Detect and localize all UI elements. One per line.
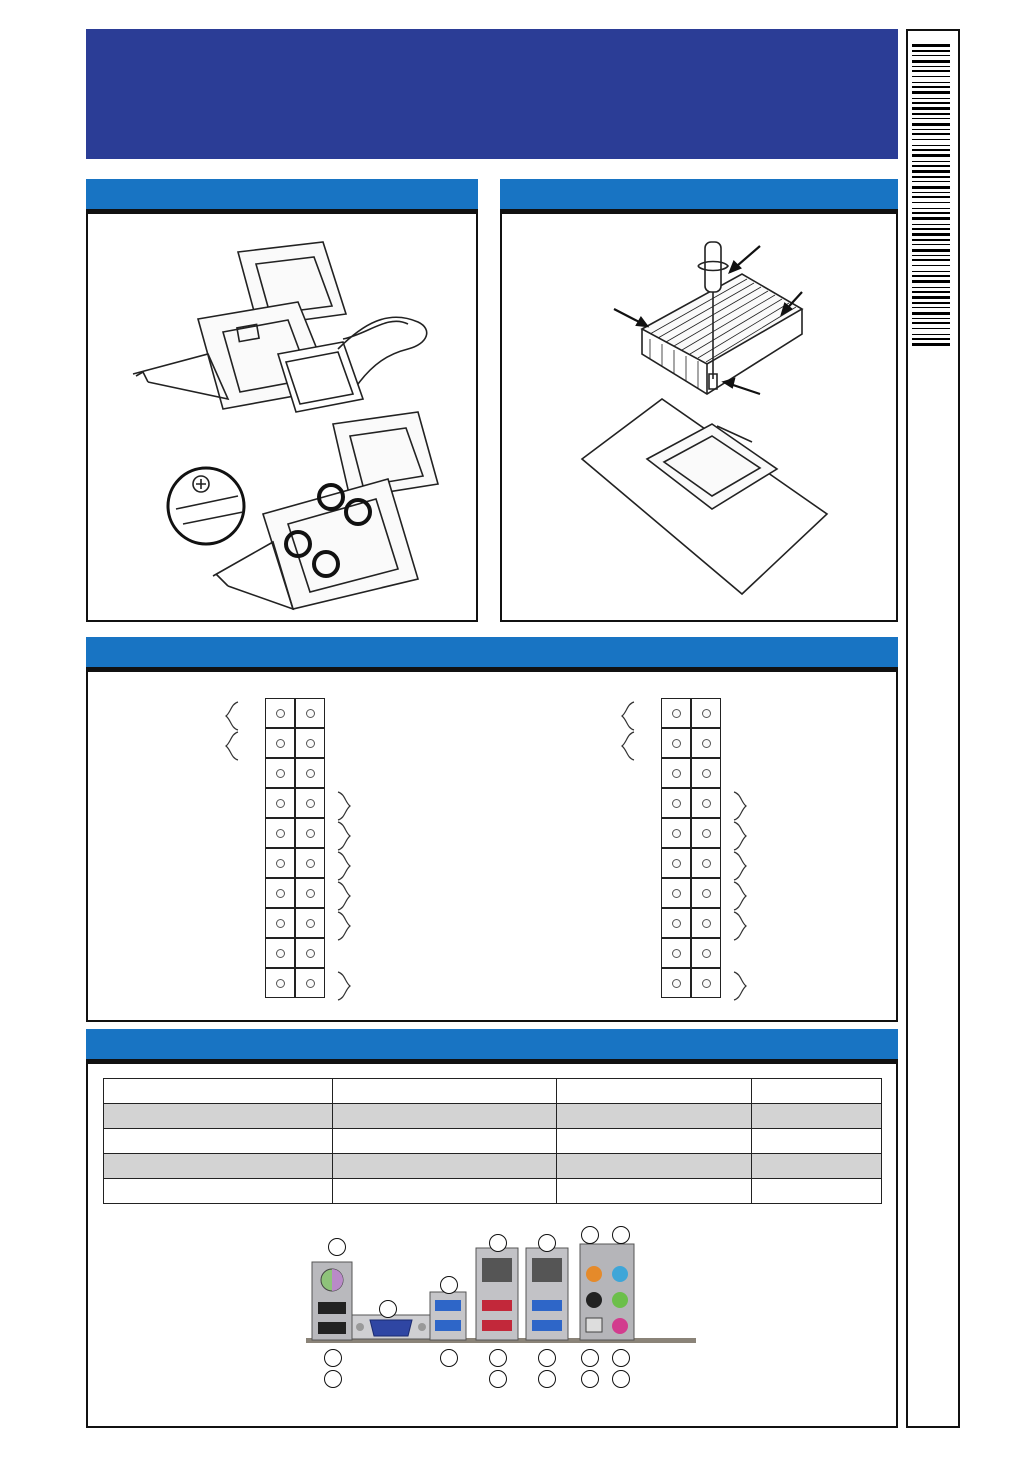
cpu-install-panel [86, 212, 478, 622]
callout-circle [440, 1349, 458, 1367]
table-row [104, 1104, 882, 1129]
cpu-install-header [86, 179, 478, 212]
callout-circle [324, 1370, 342, 1388]
table-row [104, 1079, 882, 1104]
table-row [104, 1129, 882, 1154]
table-cell [332, 1154, 557, 1179]
title-banner [86, 29, 898, 159]
table-cell [752, 1154, 882, 1179]
callout-circle [324, 1349, 342, 1367]
callout-circle [612, 1370, 630, 1388]
callout-circle [581, 1349, 599, 1367]
table-cell [332, 1079, 557, 1104]
callout-circle [581, 1370, 599, 1388]
table-row [104, 1179, 882, 1204]
front-panel-header [86, 637, 898, 670]
table-cell [752, 1104, 882, 1129]
table-cell [557, 1154, 752, 1179]
table-cell [332, 1104, 557, 1129]
heatsink-screwdriver-illustration-icon [502, 214, 896, 620]
pin-brackets-icon [88, 672, 896, 1020]
callout-circle [440, 1276, 458, 1294]
callout-circle [612, 1349, 630, 1367]
table-cell [104, 1079, 333, 1104]
table-cell [557, 1079, 752, 1104]
table-cell [332, 1129, 557, 1154]
callout-circle [379, 1300, 397, 1318]
table-cell [332, 1179, 557, 1204]
callout-circle [538, 1349, 556, 1367]
callout-circle [538, 1234, 556, 1252]
callout-circle [489, 1349, 507, 1367]
table-cell [104, 1179, 333, 1204]
table-cell [557, 1104, 752, 1129]
table-cell [752, 1179, 882, 1204]
spec-table [103, 1078, 882, 1204]
callout-circle [489, 1234, 507, 1252]
barcode-icon [912, 44, 950, 350]
table-cell [104, 1104, 333, 1129]
callout-circle [581, 1226, 599, 1244]
callout-circle [538, 1370, 556, 1388]
callout-circle [612, 1226, 630, 1244]
table-cell [557, 1179, 752, 1204]
table-cell [104, 1154, 333, 1179]
heatsink-install-panel [500, 212, 898, 622]
cpu-socket-illustration-icon [88, 214, 476, 620]
table-cell [752, 1079, 882, 1104]
heatsink-install-header [500, 179, 898, 212]
table-cell [557, 1129, 752, 1154]
table-cell [752, 1129, 882, 1154]
table-row [104, 1154, 882, 1179]
table-cell [104, 1129, 333, 1154]
io-panel-header [86, 1029, 898, 1062]
callout-circle [328, 1238, 346, 1256]
callout-circle [489, 1370, 507, 1388]
front-panel-panel [86, 670, 898, 1022]
